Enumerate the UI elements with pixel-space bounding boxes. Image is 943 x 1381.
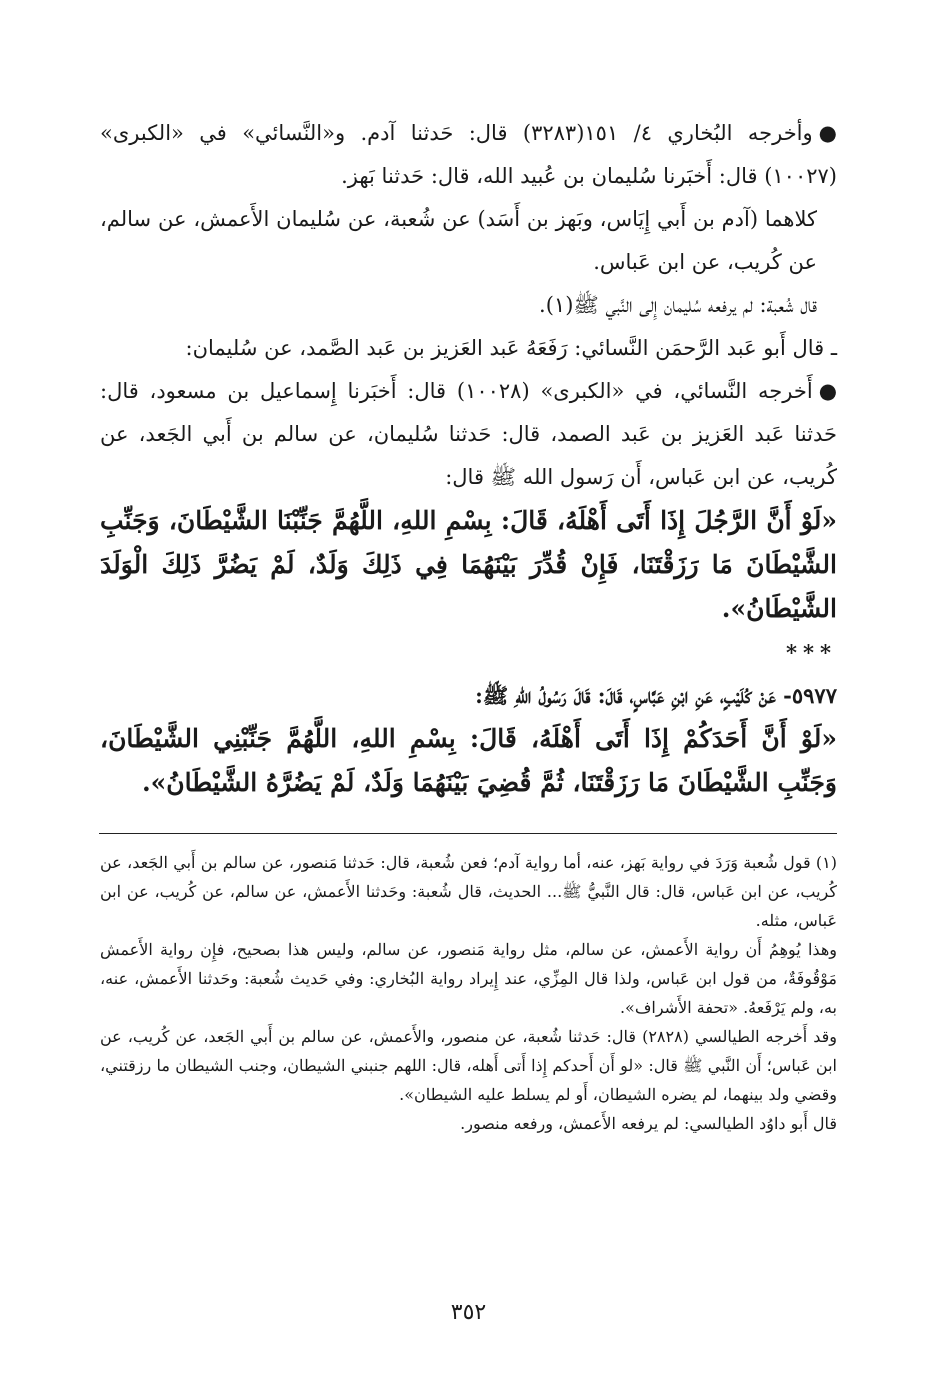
paragraph-bukhari: ●وأخرجه البُخاري ٤/ ١٥١(٣٢٨٣) قال: حَدثنا آدم. و«النَّسائي» في «الكبرى» (١٠٠٢٧) قال: أَخبَرنا سُليمان بن عُبيد الله، قال: حَدثنا بَهز. [100, 112, 837, 198]
hadith-text-1: «لَوْ أَنَّ الرَّجُلَ إِذَا أَتَى أَهْلَهُ، قَالَ: بِسْمِ اللهِ، اللَّهُمَّ جَنِّبْنَا الشَّيْطَانَ، وَجَنِّبِ الشَّيْطَانَ مَا رَزَقْتَنَا، فَإِنْ قُدِّرَ بَيْنَهُمَا فِي ذَلِكَ وَلَدٌ، لَمْ يَضُرَّ ذَلِكَ الْوَلَدَ الشَّيْطَانُ». [100, 506, 837, 623]
footnote-paragraph: قال أَبو داوُد الطيالسي: لم يرفعه الأَعمش، ورفعه منصور. [460, 1114, 837, 1133]
footnote-paragraph: وقد أَخرجه الطيالسي (٢٨٢٨) قال: حَدثنا شُعبة، عن منصور، والأَعمش، عن سالم بن أَبي الجَعد، عن كُريب، عن ابن عَباس؛ أَن النَّبي ﷺ قال: «لو أَن أَحدكم إِذا أَتى أَهله، قال: اللهم جنبني الشيطان، وجنب الشيطان ما رزقتني، وقضي ولد بينهما، لم يضره الشيطان، أَو لم يسلط عليه الشيطان». [100, 1027, 837, 1104]
footnote-paragraph: (١) قول شُعبة وَرَدَ في رواية بَهز، عنه، أما رواية آدم؛ فعن شُعبة، قال: حَدثنا مَنصور، عن سالم بن أَبي الجَعد، عن كُريب، عن ابن عَباس، قال: قال النَّبيُّ ﷺ... الحديث، قال شُعبة: وحَدثنا الأَعمش، عن سالم، عن كُريب، عن ابن عَباس، مثله. [100, 853, 837, 930]
section-separator: *** [786, 640, 837, 665]
paragraph-nasai: ●أَخرجه النَّسائي، في «الكبرى» (١٠٠٢٨) قال: أَخبَرنا إِسماعيل بن مسعود، قال: حَدثنا عَبد العَزيز بن عَبد الصمد، قال: حَدثنا سُليمان، عن سالم بن أَبي الجَعد، عن كُريب، عن ابن عَباس، أَن رَسول الله ﷺ قال: [100, 370, 837, 499]
main-text [100, 112, 837, 805]
paragraph-chain: كلاهما (آدم بن أَبي إِيَاس، وبَهز بن أَسَد) عن شُعبة، عن سُليمان الأَعمش، عن سالم، عن كُريب، عن ابن عَباس. [100, 207, 817, 274]
hadith-text-2: «لَوْ أَنَّ أَحَدَكُمْ إِذَا أَتَى أَهْلَهُ، قَالَ: بِسْمِ اللهِ، اللَّهُمَّ جَنِّبْنِي الشَّيْطَانَ، وَجَنِّبِ الشَّيْطَانَ مَا رَزَقْتَنَا، ثُمَّ قُضِيَ بَيْنَهُمَا وَلَدٌ، لَمْ يَضُرَّهُ الشَّيْطَانُ». [100, 724, 837, 797]
bullet-icon: ● [818, 121, 837, 145]
book-page [100, 112, 837, 1352]
paragraph-nasai-comment: ـ قال أَبو عَبد الرَّحمَن النَّسائي: رَفَعَهُ عَبد العَزيز بن عَبد الصَّمد، عن سُليمان: [185, 336, 837, 360]
footnote-divider [99, 833, 837, 834]
page-number: ٣٥٢ [450, 1300, 487, 1325]
footnotes [100, 848, 837, 1138]
footnote-paragraph: وهذا يُوهِمُ أَن رواية الأَعمش، عن سالم، مثل رواية مَنصور، عن سالم، وليس هذا بصحيح، فإِن رواية الأَعمش مَوْقُوفَةٌ، من قول ابن عَباس، ولذا قال المِزِّي، عند إِيراد رواية البُخاري: وفي حَديث شُعبة: وحَدثنا الأَعمش، عنه، به، ولم يَرْفَعهُ. «تحفة الأَشراف». [100, 940, 838, 1017]
bullet-icon: ● [818, 379, 838, 403]
hadith-number-heading: ٥٩٧٧- عَنْ كُلَيْبٍ، عَنِ ابْنِ عَبَّاسٍ، قَالَ: قَالَ رَسُولُ اللهِ ﷺ: [475, 683, 837, 708]
paragraph-shuba: قال شُعبة: لم يرفعه سُليمان إِلى النَّبي ﷺ(١). [539, 293, 817, 317]
